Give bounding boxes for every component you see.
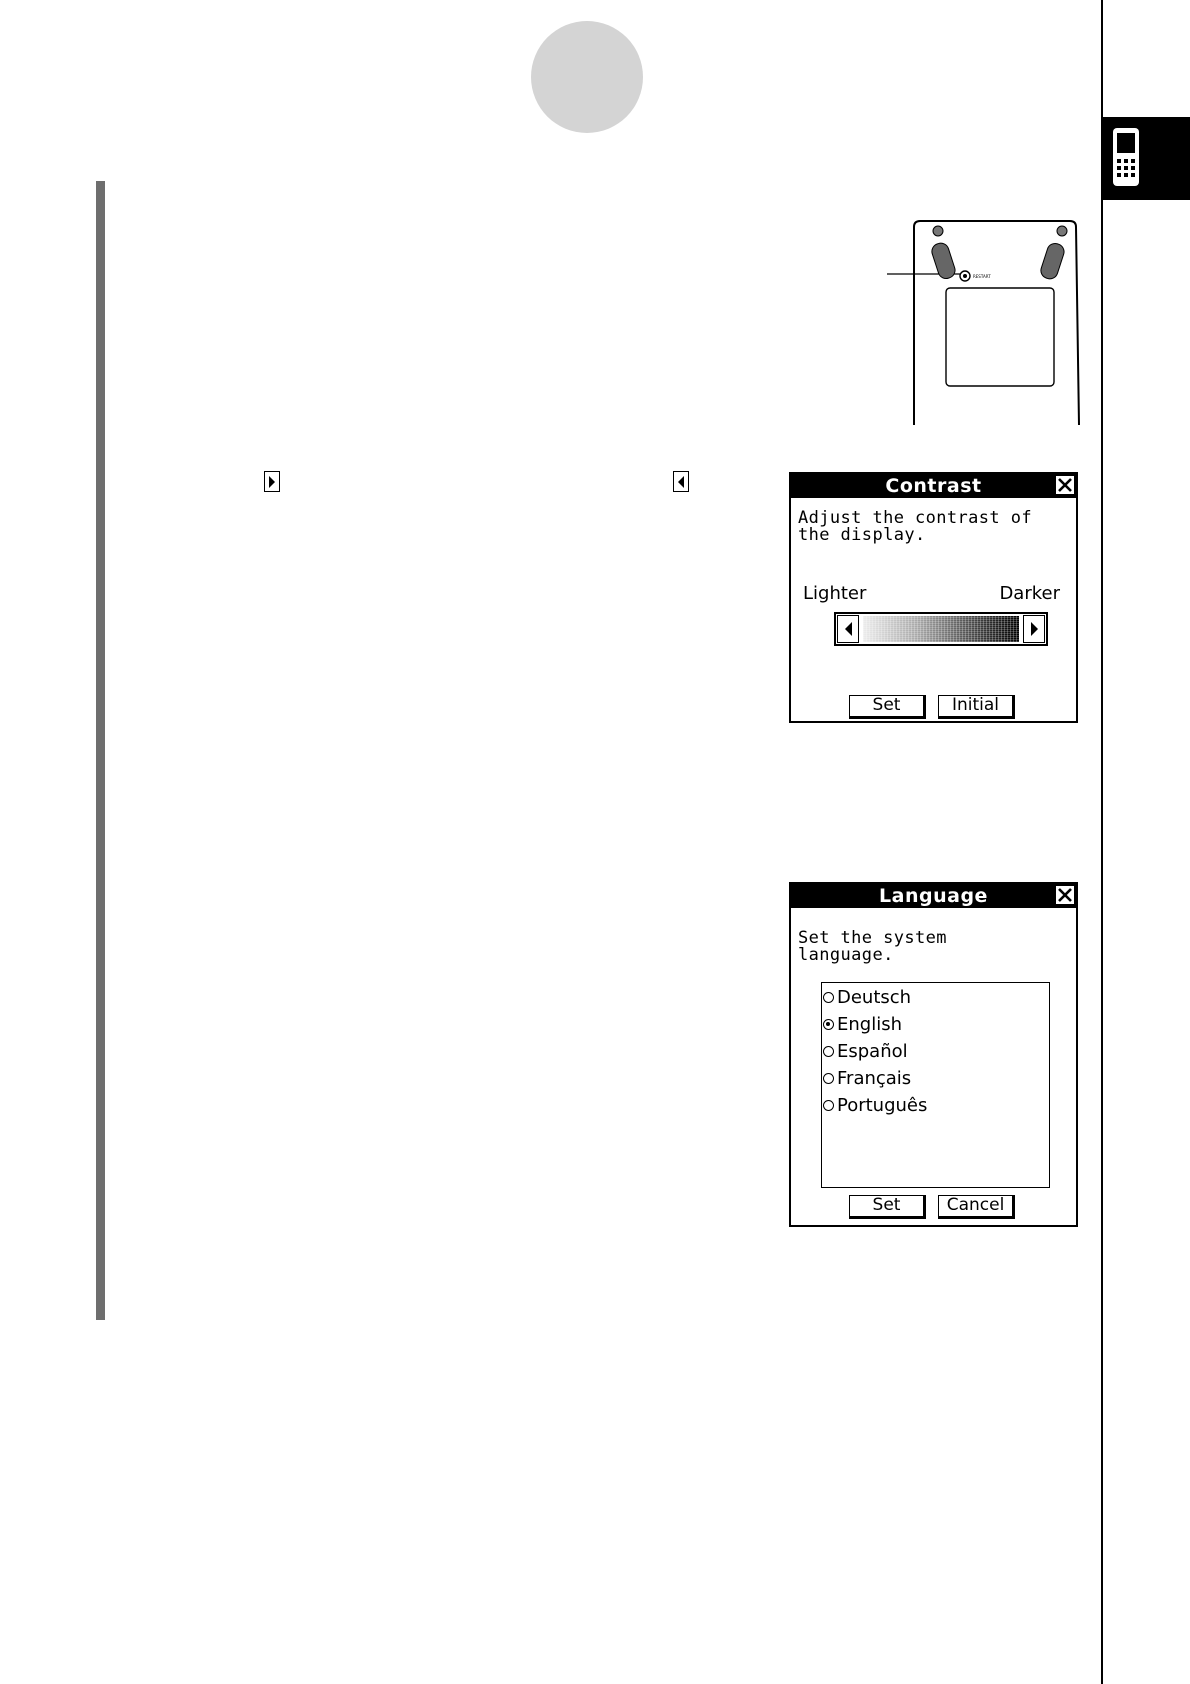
option-label: English [837, 1013, 902, 1035]
procedure-bar [96, 181, 105, 1320]
language-dialog [789, 882, 1078, 1227]
language-list[interactable] [821, 982, 1050, 1188]
dialog-description: Adjust the contrast of the display. [798, 508, 1032, 545]
option-label: Español [837, 1040, 908, 1062]
option-label: Français [837, 1067, 912, 1089]
set-button[interactable]: Set [849, 1195, 926, 1219]
calculator-back-illustration [885, 215, 1085, 425]
increase-contrast-button[interactable] [1023, 615, 1045, 643]
option-label: Deutsch [837, 986, 912, 1008]
right-arrow-icon [1030, 622, 1039, 636]
option-label: Português [837, 1094, 928, 1116]
initial-button[interactable]: Initial [938, 695, 1015, 719]
close-icon [1058, 478, 1072, 492]
left-arrow-key-icon [673, 471, 689, 492]
chapter-circle [531, 21, 643, 133]
language-option-portugues[interactable] [823, 1092, 927, 1118]
radio-button[interactable] [823, 1073, 834, 1084]
right-arrow-key-icon [264, 471, 280, 492]
radio-button[interactable] [823, 1100, 834, 1111]
dialog-description: Set the system language. [798, 928, 947, 965]
language-option-francais[interactable] [823, 1065, 911, 1091]
dialog-title: Contrast [791, 474, 1076, 498]
close-button[interactable] [1056, 886, 1074, 904]
lighter-label: Lighter [803, 583, 867, 604]
language-option-espanol[interactable] [823, 1038, 908, 1064]
contrast-gradient [863, 616, 1019, 642]
contrast-dialog [789, 472, 1078, 723]
close-button[interactable] [1056, 476, 1074, 494]
calculator-icon [1101, 117, 1190, 200]
set-button[interactable]: Set [849, 695, 926, 719]
chapter-tab [1101, 117, 1190, 200]
decrease-contrast-button[interactable] [837, 615, 859, 643]
left-arrow-icon [844, 622, 853, 636]
language-option-deutsch[interactable] [823, 984, 911, 1010]
page-edge-rule [1101, 0, 1103, 1684]
restart-label: RESTART [973, 274, 991, 279]
radio-button-selected[interactable] [823, 1019, 834, 1030]
radio-button[interactable] [823, 1046, 834, 1057]
dialog-title: Language [791, 884, 1076, 908]
contrast-slider[interactable] [834, 612, 1048, 646]
cancel-button[interactable]: Cancel [938, 1195, 1015, 1219]
darker-label: Darker [999, 583, 1060, 604]
language-option-english[interactable] [823, 1011, 902, 1037]
radio-button[interactable] [823, 992, 834, 1003]
close-icon [1058, 888, 1072, 902]
